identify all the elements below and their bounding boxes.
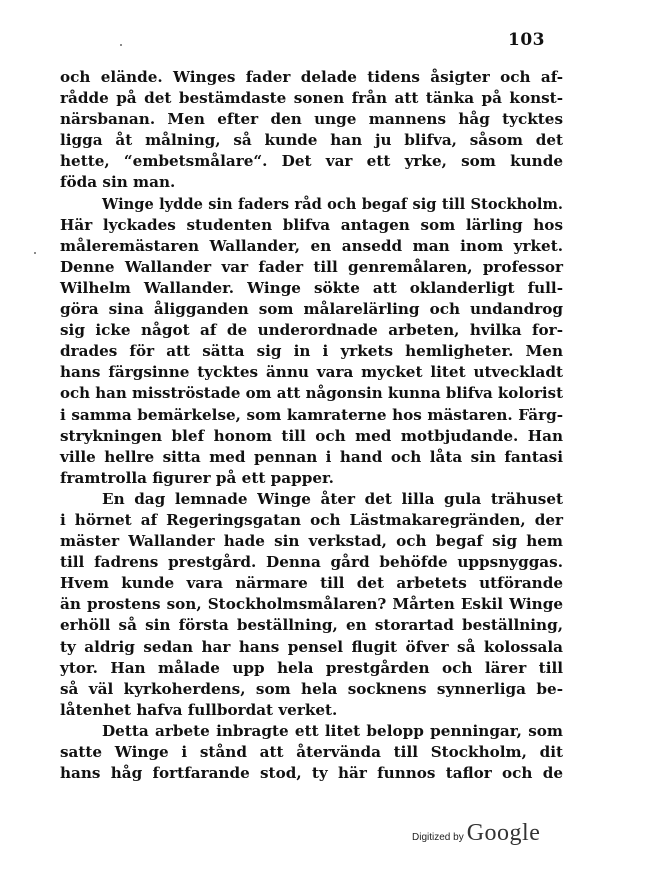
text-line: ligga åt målning, så kunde han ju blifva, såsom det — [60, 131, 563, 150]
text-line: Denne Wallander var fader till genremålaren, professor — [60, 257, 563, 276]
text-line: låtenhet hafva fullbordat verket. — [60, 700, 338, 719]
text-line: Detta arbete inbragte ett litet belopp penningar, som — [102, 721, 563, 740]
text-line: föda sin man. — [60, 173, 176, 192]
text-line: Hvem kunde vara närmare till det arbetets utförande — [60, 574, 563, 593]
page-number: 103 — [508, 30, 545, 50]
text-line: än prostens son, Stockholmsmålaren? Mårten Eskil Winge — [60, 595, 563, 614]
text-line: sig icke något af de underordnade arbeten, hvilka for- — [60, 321, 563, 340]
digitization-watermark — [412, 820, 540, 847]
text-line: i hörnet af Regeringsgatan och Lästmakaregränden, der — [60, 510, 563, 529]
text-line: göra sina åligganden som målarelärling och undandrog — [60, 300, 563, 319]
text-line: till fadrens prestgård. Denna gård behöfde uppsnyggas. — [60, 553, 563, 572]
text-line: satte Winge i stånd att återvända till Stockholm, dit — [60, 743, 563, 761]
text-line: i samma bemärkelse, som kamraterne hos mästaren. Färg- — [60, 405, 563, 424]
text-line: hette, “embetsmålare“. Det var ett yrke, som kunde — [60, 152, 563, 171]
text-line: hans håg fortfarande stod, ty här funnos taflor och de — [60, 764, 563, 783]
text-line: Winge lydde sin faders råd och begaf sig till Stockholm. — [102, 195, 563, 213]
text-line: rådde på det bestämdaste sonen från att tänka på konst- — [60, 89, 563, 108]
text-line: och elände. Winges fader delade tidens åsigter och af- — [60, 68, 563, 86]
body-text — [60, 67, 563, 784]
digitized-by-label: Digitized by — [412, 832, 464, 843]
text-line: så väl kyrkoherdens, som hela socknens synnerliga be- — [60, 679, 563, 698]
text-line: Här lyckades studenten blifva antagen som lärling hos — [60, 215, 563, 234]
text-line: ytor. Han målade upp hela prestgården och lärer till — [60, 658, 563, 677]
text-line: ty aldrig sedan har hans pensel flugit öfver så kolossala — [60, 637, 563, 656]
text-line: närsbanan. Men efter den unge mannens håg tycktes — [60, 110, 563, 129]
text-line: ville hellre sitta med pennan i hand och låta sin fantasi — [60, 447, 563, 466]
text-line: mäster Wallander hade sin verkstad, och begaf sig hem — [60, 532, 563, 551]
text-line: Wilhelm Wallander. Winge sökte att oklanderligt full- — [60, 278, 563, 297]
text-line: drades för att sätta sig in i yrkets hemligheter. Men — [60, 342, 563, 361]
text-line: strykningen blef honom till och med motbjudande. Han — [60, 426, 563, 445]
text-line: erhöll så sin första beställning, en storartad beställning, — [60, 616, 563, 635]
text-line: framtrolla figurer på ett papper. — [60, 468, 334, 487]
scan-speck — [34, 252, 36, 254]
scan-speck — [120, 44, 122, 46]
text-line: måleremästaren Wallander, en ansedd man inom yrket. — [60, 236, 563, 255]
google-logo: Google — [466, 820, 541, 846]
text-line: En dag lemnade Winge åter det lilla gula trähuset — [102, 489, 563, 508]
text-line: och han misströstade om att någonsin kunna blifva kolorist — [60, 384, 563, 403]
text-line: hans färgsinne tycktes ännu vara mycket litet utveckladt — [60, 363, 563, 382]
